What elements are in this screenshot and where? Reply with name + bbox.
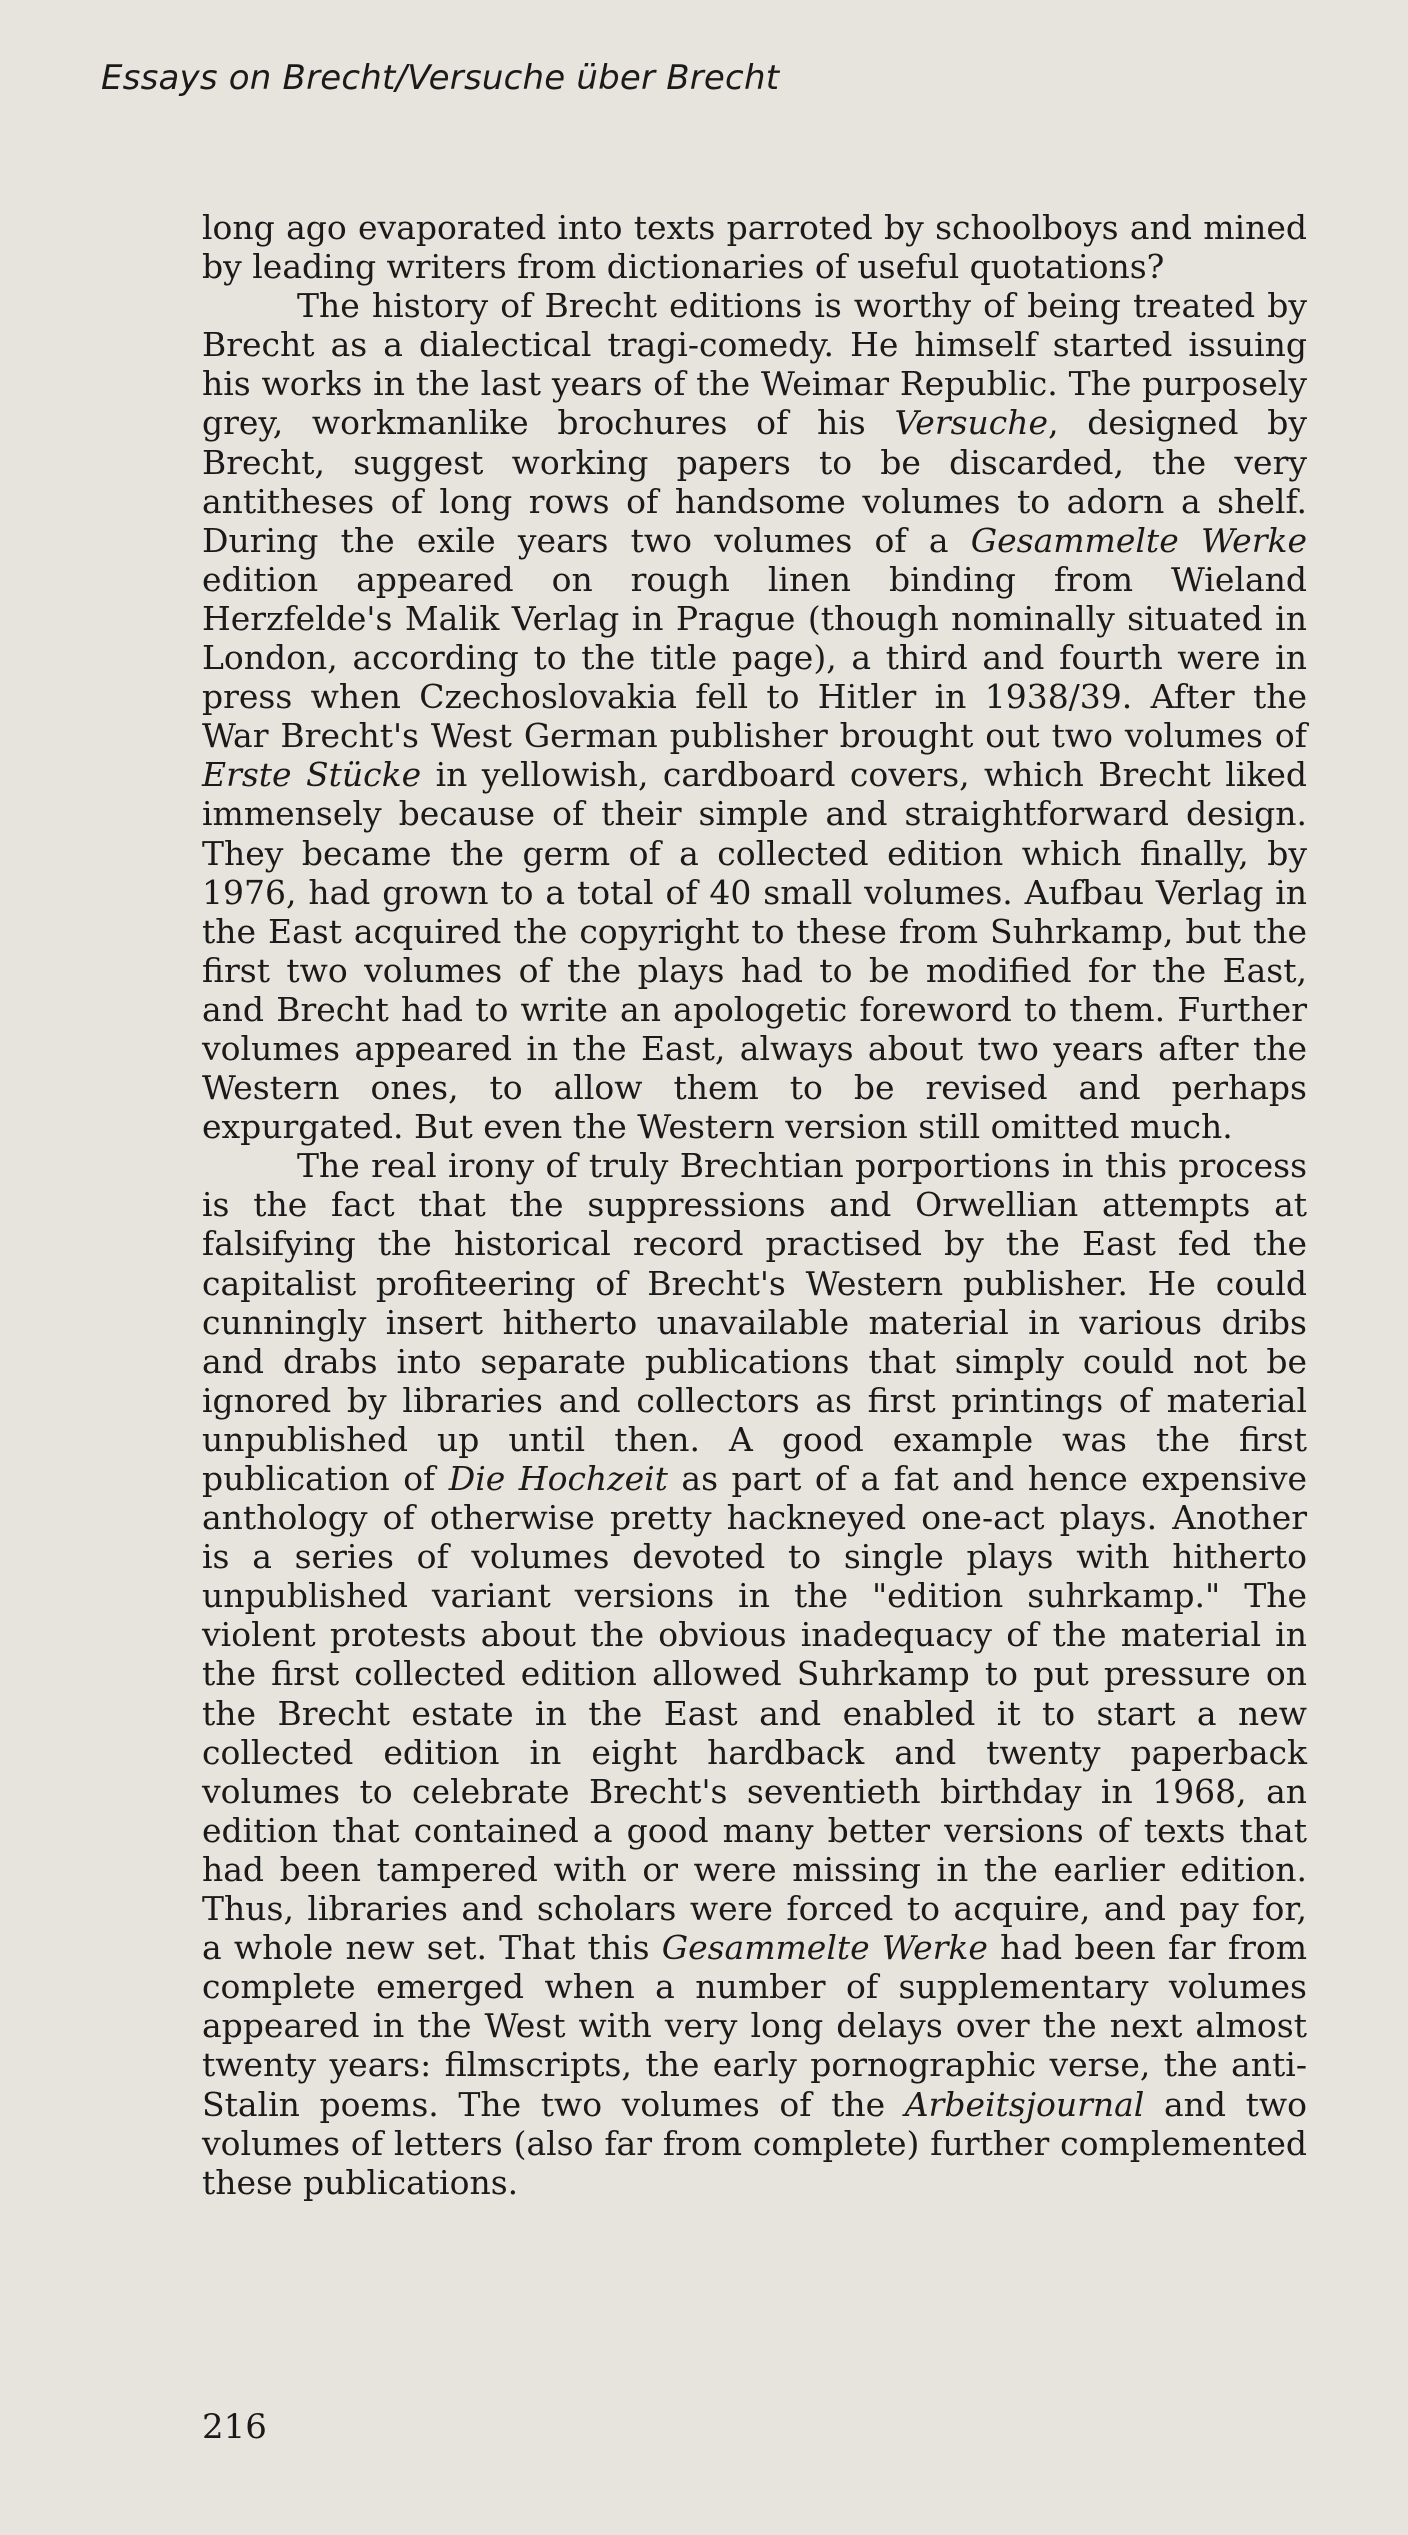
body-text [202,208,1307,2202]
paragraph-2-text-a: The history of Brecht editions is worthy of being treated by Brecht as a dialectical tragi-comedy. He himself started issuing his works in the last years of the Weimar Republic. The purposely grey, workmanlike brochures of his [202,286,1307,443]
title-versuche: Versuche [894,403,1049,443]
running-head: Essays on Brecht/Versuche über Brecht [101,58,780,98]
paragraph-3-text-b: as part of a fat and hence expensive anthology of otherwise pretty hackneyed one-act plays. Another is a series of volumes devoted to single plays with hitherto unpublished variant versions in the "edition suhrkamp." The violent protests about the obvious inadequacy of the material in the first collected edition allowed Suhrkamp to put pressure on the Brecht estate in the East and enabled it to start a new collected edition in eight hardback and twenty paperback volumes to celebrate Brecht's seventieth birthday in 1968, an edition that contained a good many better versions of texts that had been tampered with or were missing in the earlier edition. Thus, libraries and scholars were forced to acquire, and pay for, a whole new set. That this [202,1459,1307,1968]
paragraph-3-text-c: had been far from complete emerged when a number of supplementary volumes appeared in the West with very long delays over the next almost twenty years: filmscripts, the early pornographic verse, the anti-Stalin poems. The two volumes of the [202,1928,1307,2124]
paragraph-2-text-c: edition appeared on rough linen binding from Wieland Herzfelde's Malik Verlag in Prague (though nominally situated in London, according to the title page), a third and fourth were in press when Czechoslovakia fell to Hitler in 1938/39. After the War Brecht's West German publisher brought out two volumes of [202,559,1307,756]
title-gesammelte-werke-2: Gesammelte Werke [661,1928,988,1968]
paragraph-brecht-editions [202,286,1307,1146]
title-gesammelte-werke: Gesammelte Werke [970,520,1308,560]
title-erste-stuecke: Erste Stücke [202,755,422,795]
paragraph-continuation [202,208,1307,286]
paragraph-3-text-d: and two volumes of letters (also far from complete) further complemented these publications. [202,2084,1307,2202]
paragraph-1-text: long ago evaporated into texts parroted by schoolboys and mined by leading writers from dictionaries of useful quotations? [202,208,1307,287]
page-number: 216 [202,2407,267,2447]
title-arbeitsjournal: Arbeitsjournal [904,2084,1145,2124]
paragraph-3-text-a: The real irony of truly Brechtian porportions in this process is the fact that the suppressions and Orwellian attempts at falsifying the historical record practised by the East fed the capitalist profiteering of Brecht's Western publisher. He could cunningly insert hitherto unavailable material in various dribs and drabs into separate publications that simply could not be ignored by libraries and collectors as first printings of material unpublished up until then. A good example was the first publication of [202,1146,1307,1498]
title-die-hochzeit: Die Hochzeit [448,1459,668,1498]
paragraph-2-text-d: in yellowish, cardboard covers, which Brecht liked immensely because of their simple and straightforward design. They became the germ of a collected edition which finally, by 1976, had grown to a total of 40 small volumes. Aufbau Verlag in the East acquired the copyright to these from Suhrkamp, but the first two volumes of the plays had to be modified for the East, and Brecht had to write an apologetic foreword to them. Further volumes appeared in the East, always about two years after the Western ones, to allow them to be revised and perhaps expurgated. But even the Western version still omitted much. [202,755,1307,1147]
paragraph-brechtian-irony [202,1146,1307,2202]
paragraph-2-text-b: , designed by Brecht, suggest working papers to be discarded, the very antitheses of long rows of handsome volumes to adorn a shelf. During the exile years two volumes of a [202,403,1307,560]
